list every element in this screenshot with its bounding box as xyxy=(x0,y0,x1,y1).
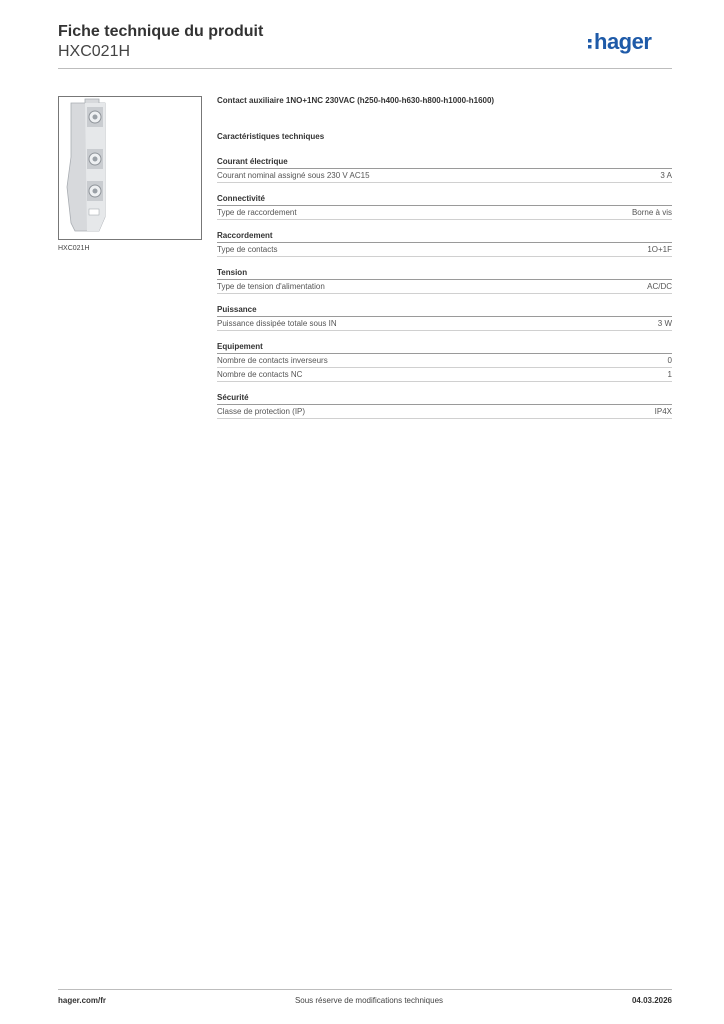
footer-date: 04.03.2026 xyxy=(631,996,672,1005)
spec-label: Type de raccordement xyxy=(217,208,297,217)
image-caption: HXC021H xyxy=(58,245,90,252)
header-divider xyxy=(58,68,672,69)
spec-group-title: Connectivité xyxy=(217,193,672,206)
spec-label: Puissance dissipée totale sous IN xyxy=(217,319,337,328)
spec-value: 3 W xyxy=(657,319,672,328)
spec-row xyxy=(217,354,672,368)
spec-value: 1 xyxy=(667,370,672,379)
section-title: Caractéristiques techniques xyxy=(217,132,325,141)
spec-group-title: Tension xyxy=(217,267,672,280)
spec-group-title: Puissance xyxy=(217,304,672,317)
spec-label: Nombre de contacts inverseurs xyxy=(217,356,328,365)
spec-group-title: Raccordement xyxy=(217,230,672,243)
logo-text: hager xyxy=(594,29,652,54)
hager-logo xyxy=(588,28,672,58)
spec-value: 0 xyxy=(667,356,672,365)
footer-disclaimer: Sous réserve de modifications techniques xyxy=(294,996,444,1005)
spec-group xyxy=(217,392,672,419)
spec-label: Type de contacts xyxy=(217,245,278,254)
product-reference: HXC021H xyxy=(58,43,131,60)
spec-group-title: Sécurité xyxy=(217,392,672,405)
spec-group-title: Equipement xyxy=(217,341,672,354)
spec-group xyxy=(217,156,672,183)
spec-group xyxy=(217,304,672,331)
spec-label: Nombre de contacts NC xyxy=(217,370,303,379)
spec-label: Type de tension d'alimentation xyxy=(217,282,325,291)
spec-row xyxy=(217,169,672,183)
footer-site-link[interactable]: hager.com/fr xyxy=(58,996,107,1005)
product-image xyxy=(58,96,202,240)
spec-row xyxy=(217,280,672,294)
spec-group xyxy=(217,230,672,257)
spec-value: IP4X xyxy=(654,407,672,416)
spec-value: AC/DC xyxy=(647,282,672,291)
page-header xyxy=(58,22,672,62)
document-title: Fiche technique du produit xyxy=(58,23,264,40)
spec-value: Borne à vis xyxy=(631,208,672,217)
spec-row xyxy=(217,405,672,419)
spec-value: 1O+1F xyxy=(647,245,672,254)
spec-group xyxy=(217,193,672,220)
spec-group-title: Courant électrique xyxy=(217,156,672,169)
spec-row xyxy=(217,243,672,257)
page-footer xyxy=(58,996,672,1005)
spec-row xyxy=(217,317,672,331)
footer-divider xyxy=(58,989,672,990)
spec-row xyxy=(217,206,672,220)
spec-row xyxy=(217,368,672,382)
spec-groups xyxy=(217,156,672,419)
spec-value: 3 A xyxy=(660,171,672,180)
spec-group xyxy=(217,267,672,294)
spec-group xyxy=(217,341,672,382)
spec-content xyxy=(217,96,672,429)
spec-label: Classe de protection (IP) xyxy=(217,407,306,416)
product-name: Contact auxiliaire 1NO+1NC 230VAC (h250-h400-h630-h800-h1000-h1600) xyxy=(217,96,495,105)
spec-label: Courant nominal assigné sous 230 V AC15 xyxy=(217,171,370,180)
